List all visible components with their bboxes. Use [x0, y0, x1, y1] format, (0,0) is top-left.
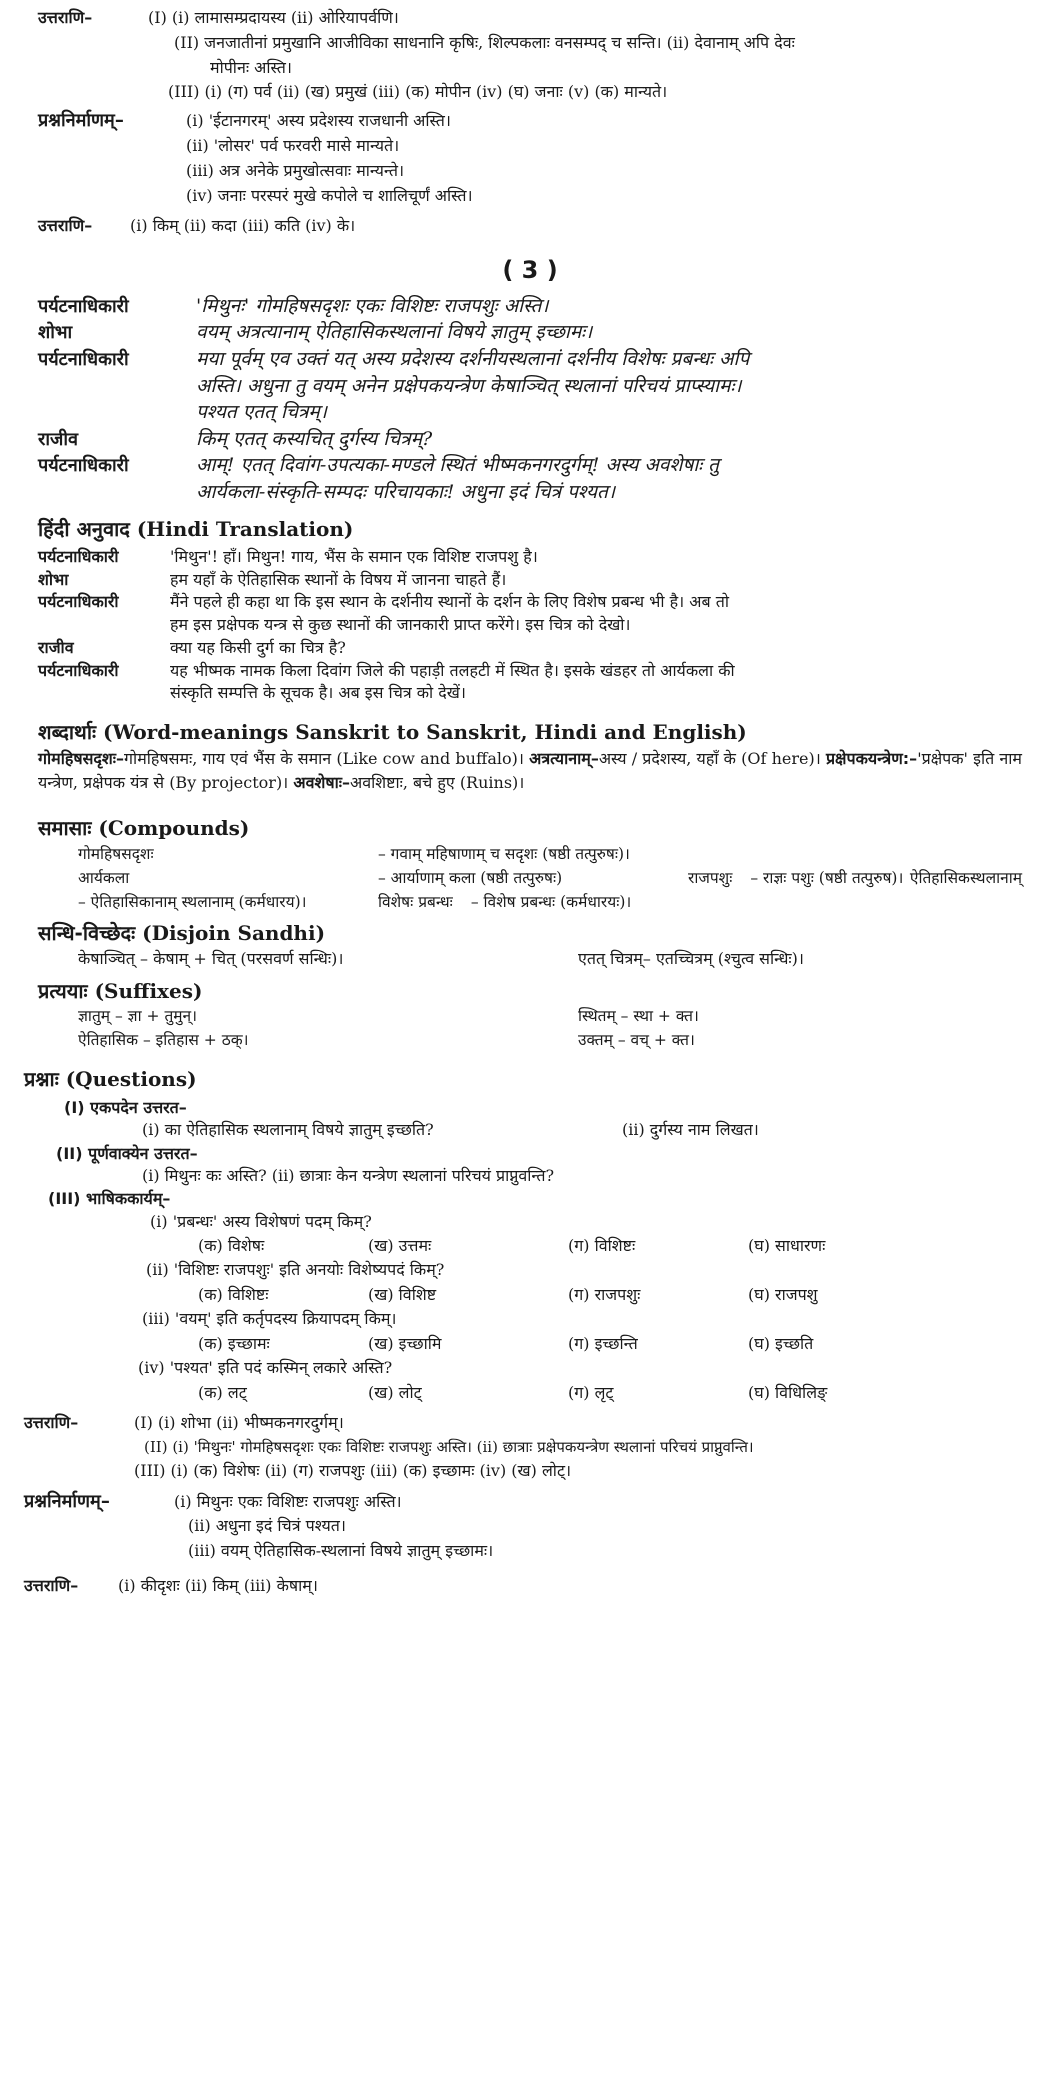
heading-text-en: (Questions) — [65, 1067, 197, 1092]
heading-text-en: (Word-meanings Sanskrit to Sanskrit, Hindi and English) — [103, 720, 747, 745]
answers-block-1 — [38, 6, 1022, 31]
heading-text: सन्धि-विच्छेदः — [38, 920, 136, 945]
compound-analysis: – विशेष प्रबन्धः (कर्मधारयः)। — [470, 892, 632, 911]
mcq-option: (घ) राजपशु — [748, 1285, 818, 1305]
answers-block-4 — [24, 1574, 1022, 1599]
translation-line: यह भीष्मक नामक किला दिवांग जिले की पहाड़ी तलहटी में स्थित है। इसके खंडहर तो आर्यकला की — [170, 660, 735, 680]
question-formation-line: (ii) 'लोसर' पर्व फरवरी मासे मान्यते। — [186, 135, 400, 155]
mcq-options — [38, 1234, 1022, 1258]
answer-line: (III) (i) (ग) पर्व (ii) (ख) प्रमुखं (iii) (क) मोपीन (iv) (घ) जनाः (v) (क) मान्यते। — [168, 82, 668, 102]
translation-row — [38, 614, 1022, 637]
answers-label: उत्तराणि– — [38, 216, 93, 236]
question-formation-block-2 — [24, 1490, 1022, 1515]
mcq-option: (ग) राजपशुः — [568, 1285, 641, 1305]
speaker-name: पर्यटनाधिकारी — [38, 592, 119, 612]
mcq-question: (iv) 'पश्यत' इति पदं कस्मिन् लकारे अस्ति? — [138, 1357, 393, 1377]
answer-line: (III) (i) (क) विशेषः (ii) (ग) राजपशुः (iii) (क) इच्छामः (iv) (ख) लोट्। — [134, 1460, 572, 1480]
word-meanings-heading — [38, 719, 1022, 745]
word-term: अवशेषाः– — [293, 773, 350, 793]
speaker-name: शोभा — [38, 322, 73, 344]
speaker-name: पर्यटनाधिकारी — [38, 349, 129, 371]
question-group-label: (II) पूर्णवाक्येन उत्तरत– — [56, 1143, 198, 1163]
speaker-name: राजीव — [38, 637, 74, 657]
translation-row — [38, 591, 1022, 614]
answers-label: उत्तराणि– — [24, 1575, 79, 1595]
dialogue-row — [38, 373, 1022, 400]
word-term: गोमहिषसदृशः– — [38, 749, 125, 769]
answer-line: (II) जनजातीनां प्रमुखानि आजीविका साधनानि कृषिः, शिल्पकलाः वनसम्पद् च सन्ति। (ii) देवानाम् अपि देवः — [174, 32, 795, 52]
dialogue-block — [38, 293, 1022, 506]
translation-line: क्या यह किसी दुर्ग का चित्र है? — [170, 637, 346, 657]
translation-row — [38, 682, 1022, 705]
translation-line: हम इस प्रक्षेपक यन्त्र से कुछ स्थानों की जानकारी प्राप्त करेंगे। इस चित्र को देखो। — [170, 615, 631, 635]
answer-line: मोपीनः अस्ति। — [210, 57, 292, 77]
compound-pair — [378, 890, 688, 914]
dialogue-line: आर्यकला-संस्कृति-सम्पदः परिचायकाः! अधुना इदं चित्रं पश्यत। — [196, 481, 616, 503]
suffix-item: उक्तम् – वच् + क्त। — [578, 1031, 695, 1050]
heading-text: प्रत्ययाः — [38, 978, 88, 1003]
dialogue-line: अस्ति। अधुना तु वयम् अनेन प्रक्षेपकयन्त्रेण केषाञ्चित् स्थलानां परिचयं प्राप्स्यामः। — [196, 374, 742, 397]
speaker-name: पर्यटनाधिकारी — [38, 660, 119, 680]
mcq-option: (ग) विशिष्टः — [568, 1236, 636, 1256]
suffixes-table — [38, 1004, 1022, 1052]
word-meaning: गोमहिषसमः, गाय एवं भैंस के समान (Like cow and buffalo)। — [124, 749, 524, 769]
mcq-option: (ग) इच्छन्ति — [568, 1333, 638, 1353]
question-formation-line: (ii) अधुना इदं चित्रं पश्यत। — [188, 1516, 346, 1536]
dialogue-row — [38, 479, 1022, 506]
translation-row — [38, 569, 1022, 592]
compound-word: ऐतिहासिकस्थलानाम् — [909, 868, 1022, 887]
mcq-option: (घ) विधिलिङ् — [748, 1382, 828, 1402]
questions-heading — [24, 1066, 1022, 1092]
hindi-translation-heading — [38, 516, 1022, 542]
mcq-option: (ख) उत्तमः — [368, 1236, 432, 1256]
mcq-option: (ख) इच्छामि — [368, 1333, 442, 1353]
compounds-heading — [38, 815, 1022, 841]
question-formation-line: (i) 'ईटानगरम्' अस्य प्रदेशस्य राजधानी अस्ति। — [186, 111, 451, 131]
question-formation-label: प्रश्ननिर्माणम्– — [38, 110, 124, 132]
translation-line: हम यहाँ के ऐतिहासिक स्थानों के विषय में जानना चाहते हैं। — [170, 569, 507, 589]
question-formation-line: (iii) वयम् ऐतिहासिक-स्थलानां विषये ज्ञातुम् इच्छामः। — [188, 1541, 494, 1561]
sandhi-heading — [38, 920, 1022, 946]
suffixes-heading — [38, 978, 1022, 1004]
question-line: (i) मिथुनः कः अस्ति? (ii) छात्राः केन यन्त्रेण स्थलानां परिचयं प्राप्नुवन्ति? — [142, 1165, 555, 1185]
translation-row — [38, 546, 1022, 569]
dialogue-line: वयम् अत्रत्यानाम् ऐतिहासिकस्थलानां विषये ज्ञातुम् इच्छामः। — [196, 321, 593, 344]
compound-word: आर्यकला — [78, 868, 130, 887]
answer-line: (I) (i) शोभा (ii) भीष्मकनगरदुर्गम्। — [134, 1412, 344, 1432]
word-term: अत्रत्यानाम्– — [529, 749, 599, 769]
compound-analysis: – ऐतिहासिकानाम् स्थलानाम् (कर्मधारय)। — [78, 892, 307, 911]
answers-block-2 — [38, 214, 1022, 239]
mcq-option: (क) इच्छामः — [198, 1333, 270, 1353]
translation-row — [38, 637, 1022, 660]
speaker-name: राजीव — [38, 428, 79, 450]
suffix-item: स्थितम् – स्था + क्त। — [578, 1007, 699, 1026]
mcq-question: (iii) 'वयम्' इति कर्तृपदस्य क्रियापदम् किम्। — [142, 1309, 397, 1329]
heading-text-en: (Hindi Translation) — [136, 516, 354, 541]
question-group-label: (III) भाषिककार्यम्– — [48, 1189, 171, 1209]
sandhi-item: एतत् चित्रम्– एतच्चित्रम् (श्चुत्व सन्धिः)। — [578, 949, 804, 969]
suffix-item: ज्ञातुम् – ज्ञा + तुमुन्। — [78, 1007, 198, 1026]
heading-text-en: (Disjoin Sandhi) — [142, 920, 326, 945]
translation-line: संस्कृति सम्पत्ति के सूचक है। अब इस चित्र को देखें। — [170, 683, 466, 703]
mcq-question: (ii) 'विशिष्टः राजपशुः' इति अनयोः विशेष्यपदं किम्? — [146, 1260, 445, 1280]
translation-block — [38, 546, 1022, 705]
speaker-name: पर्यटनाधिकारी — [38, 295, 129, 317]
answer-line: (II) (i) 'मिथुनः' गोमहिषसदृशः एकः विशिष्टः राजपशुः अस्ति। (ii) छात्राः प्रक्षेपकयन्त्रेण स्थलानां परिचयं प्राप्नुवन्ति। — [144, 1437, 754, 1456]
mcq-question: (i) 'प्रबन्धः' अस्य विशेषणं पदम् किम्? — [150, 1211, 372, 1231]
heading-text-en: (Compounds) — [98, 816, 250, 841]
question-formation-block-1 — [38, 109, 1022, 134]
dialogue-row — [38, 319, 1022, 346]
compound-word: विशेषः प्रबन्धः — [378, 892, 453, 911]
mcq-options — [38, 1283, 1022, 1307]
heading-text: समासाः — [38, 816, 92, 841]
compound-word: राजपशुः — [688, 868, 733, 887]
dialogue-line: किम् एतत् कस्यचित् दुर्गस्य चित्रम्? — [196, 427, 433, 450]
answers-block-3 — [24, 1411, 1022, 1436]
answers-label: उत्तराणि– — [24, 1412, 79, 1432]
word-term: प्रक्षेपकयन्त्रेण:– — [825, 749, 918, 769]
section-number: ( 3 ) — [502, 256, 558, 285]
word-meaning: 'प्रक्षेपक' इति नाम यन्त्रेण, प्रक्षेपक यंत्र से (By projector)। — [38, 749, 1023, 793]
dialogue-row — [38, 426, 1022, 453]
compound-analysis: – राज्ञः पशुः (षष्ठी तत्पुरुष)। — [750, 868, 904, 887]
translation-row — [38, 660, 1022, 683]
mcq-option: (क) विशेषः — [198, 1236, 265, 1256]
compound-word: गोमहिषसदृशः — [78, 844, 154, 863]
dialogue-line: पश्यत एतत् चित्रम्। — [196, 401, 328, 424]
mcq-option: (घ) साधारणः — [748, 1236, 826, 1256]
heading-text: प्रश्नाः — [24, 1067, 59, 1092]
word-meanings-paragraph — [38, 747, 1022, 795]
mcq-block — [38, 1210, 1022, 1405]
speaker-name: शोभा — [38, 569, 69, 589]
heading-text-en: (Suffixes) — [94, 978, 203, 1003]
dialogue-line: आम्! एतत् दिवांग-उपत्यका-मण्डले स्थितं भीष्मकनगरदुर्गम्! अस्य अवशेषाः तु — [196, 454, 720, 477]
answers-label: उत्तराणि– — [38, 8, 93, 27]
sandhi-line — [38, 946, 1022, 972]
dialogue-row — [38, 346, 1022, 373]
compound-pair — [688, 866, 910, 890]
speaker-name: पर्यटनाधिकारी — [38, 546, 119, 566]
translation-line: 'मिथुन'! हाँ। मिथुन! गाय, भैंस के समान एक विशिष्ट राजपशु है। — [170, 546, 538, 566]
suffix-item: ऐतिहासिक – इतिहास + ठक्। — [78, 1031, 249, 1050]
question-item: (ii) दुर्गस्य नाम लिखत। — [622, 1119, 759, 1139]
translation-line: मैंने पहले ही कहा था कि इस स्थान के दर्शनीय स्थानों के दर्शन के लिए विशेष प्रबन्ध भी है। अब तो — [170, 592, 729, 612]
dialogue-line: 'मिथुनः' गोमहिषसदृशः एकः विशिष्टः राजपशुः अस्ति। — [196, 294, 549, 317]
answer-line: (i) किम् (ii) कदा (iii) कति (iv) के। — [130, 216, 356, 236]
mcq-option: (ख) लोट् — [368, 1382, 422, 1402]
dialogue-row — [38, 452, 1022, 479]
question-formation-line: (iii) अत्र अनेके प्रमुखोत्सवाः मान्यन्ते। — [186, 160, 405, 180]
heading-text: हिंदी अनुवाद — [38, 516, 130, 541]
answer-line: (I) (i) लामासम्प्रदायस्य (ii) ओरियापर्वणि। — [148, 8, 399, 27]
word-meaning: अवशिष्टाः, बचे हुए (Ruins)। — [349, 773, 525, 793]
compound-analysis: – आर्याणाम् कला (षष्ठी तत्पुरुषः) — [378, 868, 563, 887]
mcq-option: (क) लट् — [198, 1382, 247, 1402]
sandhi-item: केषाञ्चित् – केषाम् + चित् (परसवर्ण सन्धिः)। — [78, 949, 344, 969]
question-formation-line: (i) मिथुनः एकः विशिष्टः राजपशुः अस्ति। — [174, 1491, 402, 1511]
compound-analysis: – गवाम् महिषाणाम् च सदृशः (षष्ठी तत्पुरुषः)। — [378, 844, 630, 863]
word-meaning: अस्य / प्रदेशस्य, यहाँ के (Of here)। — [598, 749, 821, 769]
heading-text: शब्दार्थाः — [38, 720, 97, 745]
mcq-option: (घ) इच्छति — [748, 1333, 814, 1353]
answer-line: (i) कीदृशः (ii) किम् (iii) केषाम्। — [118, 1575, 318, 1595]
mcq-option: (क) विशिष्टः — [198, 1285, 269, 1305]
question-formation-line: (iv) जनाः परस्परं मुखे कपोले च शालिचूर्णं अस्ति। — [186, 185, 473, 205]
compounds-table — [38, 842, 1022, 914]
question-formation-label: प्रश्ननिर्माणम्– — [24, 1490, 110, 1512]
dialogue-row — [38, 293, 1022, 320]
question-line — [38, 1118, 1022, 1143]
speaker-name: पर्यटनाधिकारी — [38, 455, 129, 477]
question-item: (i) का ऐतिहासिक स्थलानाम् विषये ज्ञातुम् इच्छति? — [142, 1119, 434, 1139]
mcq-options — [38, 1332, 1022, 1356]
mcq-options — [38, 1381, 1022, 1405]
dialogue-line: मया पूर्वम् एव उक्तं यत् अस्य प्रदेशस्य दर्शनीयस्थलानां दर्शनीय विशेषः प्रबन्धः अपि — [196, 348, 750, 371]
mcq-option: (ग) लृट् — [568, 1382, 614, 1402]
question-group-label: (I) एकपदेन उत्तरत– — [64, 1097, 187, 1117]
mcq-option: (ख) विशिष्ट — [368, 1285, 437, 1305]
dialogue-row — [38, 399, 1022, 426]
